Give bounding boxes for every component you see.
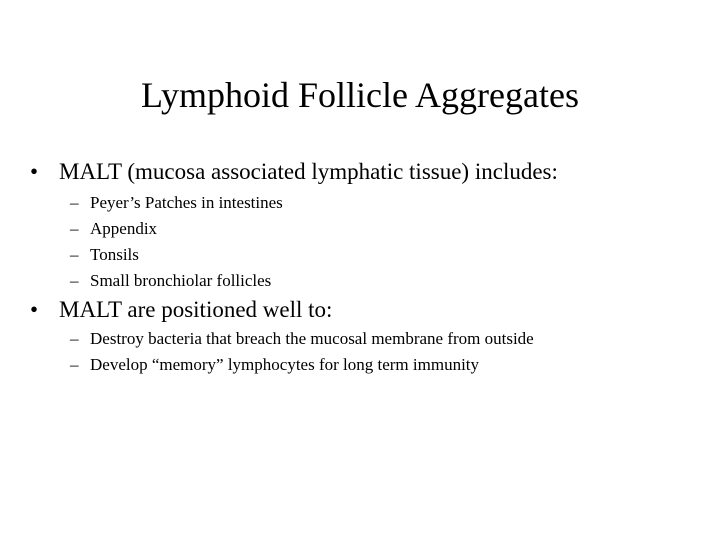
bullet-marker: • [30, 159, 39, 184]
sub-bullet-marker: – [70, 219, 79, 238]
sub-bullet-marker: – [70, 245, 79, 264]
sub-bullet-text: Develop “memory” lymphocytes for long term immunity [90, 355, 480, 374]
sub-bullet-marker: – [70, 271, 79, 290]
sub-bullet-marker: – [70, 329, 79, 348]
bullet-text: MALT are positioned well to: [59, 297, 333, 322]
sub-bullet-text: Small bronchiolar follicles [90, 271, 272, 290]
sub-bullet-text: Destroy bacteria that breach the mucosal membrane from outside [90, 329, 534, 348]
sub-bullet-text: Peyer’s Patches in intestines [90, 193, 283, 212]
bullet-marker: • [30, 297, 39, 322]
sub-bullet-text: Appendix [90, 219, 158, 238]
sub-bullet-marker: – [70, 355, 79, 374]
sub-bullet-text: Tonsils [90, 245, 139, 264]
bullet-text: MALT (mucosa associated lymphatic tissue) includes: [59, 159, 558, 184]
sub-bullet-marker: – [70, 193, 79, 212]
slide-title: Lymphoid Follicle Aggregates [141, 75, 579, 115]
